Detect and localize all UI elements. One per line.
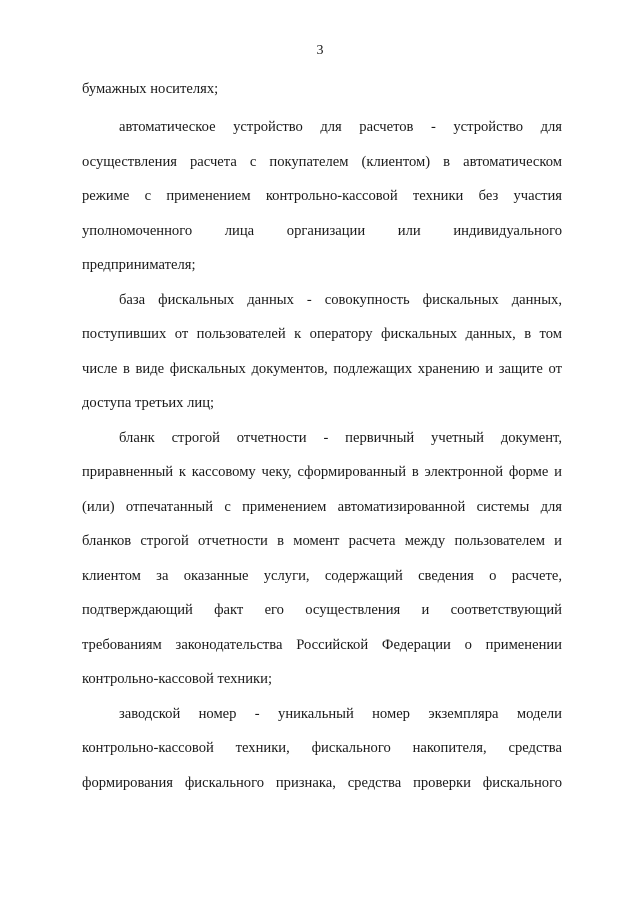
text-line: доступа третьих лиц; [82, 395, 215, 411]
text-line: приравненный к кассовому чеку, сформированный в электронной форме и [82, 464, 562, 480]
text-line: подтверждающий факт его осуществления и соответствующий [82, 602, 562, 618]
text-line: контрольно-кассовой техники, фискального накопителя, средства [82, 740, 562, 756]
text-line: бланков строгой отчетности в момент расчета между пользователем и [82, 533, 562, 549]
text-line: формирования фискального признака, средства проверки фискального [82, 775, 562, 791]
text-line: поступивших от пользователей к оператору фискальных данных, в том [82, 326, 562, 342]
text-line: контрольно-кассовой техники; [82, 671, 272, 687]
text-line: заводской номер - уникальный номер экземпляра модели [119, 706, 562, 722]
text-line: бумажных носителях; [82, 81, 219, 97]
text-line: требованиям законодательства Российской Федерации о применении [82, 637, 562, 653]
page-number: 3 [316, 43, 324, 58]
text-line: предпринимателя; [82, 257, 196, 273]
text-line: клиентом за оказанные услуги, содержащий сведения о расчете, [82, 568, 562, 584]
text-line: режиме с применением контрольно-кассовой техники без участия [82, 188, 562, 204]
text-line: уполномоченного лица организации или индивидуального [82, 223, 562, 239]
text-line: автоматическое устройство для расчетов - устройство для [119, 119, 562, 135]
text-line: бланк строгой отчетности - первичный учетный документ, [119, 430, 562, 446]
text-line: (или) отпечатанный с применением автоматизированной системы для [82, 499, 562, 515]
text-line: числе в виде фискальных документов, подлежащих хранению и защите от [82, 361, 562, 377]
text-line: осуществления расчета с покупателем (клиентом) в автоматическом [82, 154, 562, 170]
text-line: база фискальных данных - совокупность фискальных данных, [119, 292, 562, 308]
